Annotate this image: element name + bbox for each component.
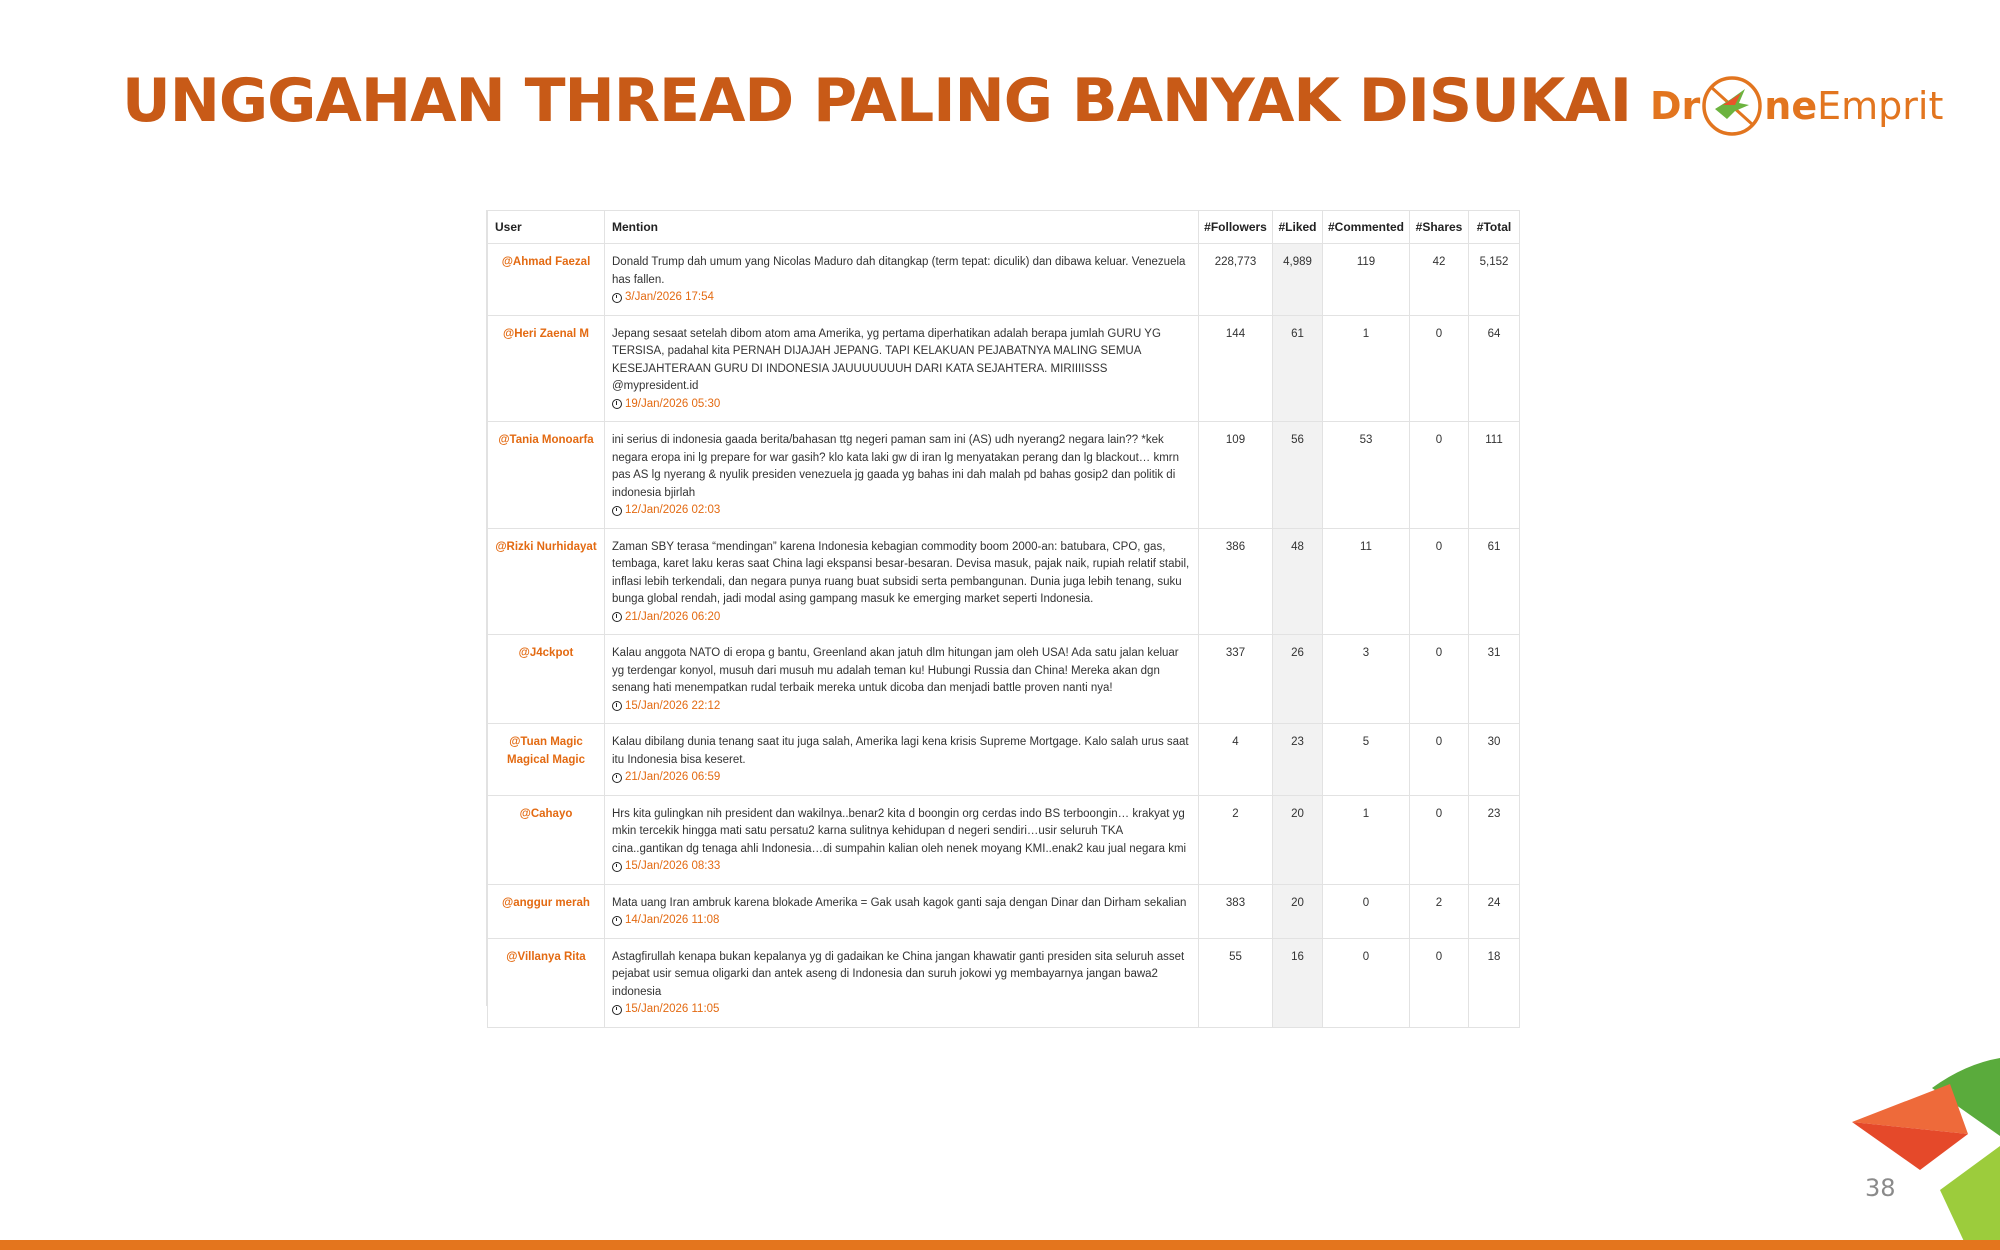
- timestamp-link[interactable]: [612, 609, 1191, 627]
- table-row: [488, 315, 1520, 422]
- followers-cell: 337: [1199, 635, 1273, 724]
- mention-text: Astagfirullah kenapa bukan kepalanya yg di gadaikan ke China jangan khawatir ganti presiden sita seluruh asset pejabat usir semua oligarki dan antek aseng di Indonesia dan suruh jokowi yg membayarnya jangan bawa2 indonesia: [612, 950, 1185, 998]
- logo-text-part1: Dr: [1650, 84, 1701, 128]
- followers-cell: 4: [1199, 724, 1273, 796]
- followers-cell: 383: [1199, 884, 1273, 938]
- timestamp-link[interactable]: [612, 1001, 1191, 1019]
- shares-cell: 0: [1410, 528, 1469, 635]
- mention-cell: [605, 635, 1199, 724]
- header-user[interactable]: User: [488, 211, 605, 244]
- commented-cell: 0: [1323, 938, 1410, 1027]
- shares-cell: 0: [1410, 795, 1469, 884]
- total-cell: 111: [1469, 422, 1520, 529]
- clock-icon: [612, 916, 622, 926]
- user-link[interactable]: @anggur merah: [488, 884, 605, 938]
- mention-cell: [605, 244, 1199, 316]
- total-cell: 30: [1469, 724, 1520, 796]
- total-cell: 18: [1469, 938, 1520, 1027]
- timestamp-link[interactable]: [612, 698, 1191, 716]
- liked-cell: 48: [1273, 528, 1323, 635]
- liked-cell: 23: [1273, 724, 1323, 796]
- liked-cell: 61: [1273, 315, 1323, 422]
- mention-text: Hrs kita gulingkan nih president dan wakilnya..benar2 kita d boongin org cerdas indo BS terboongin… krakyat yg mkin tercekik hingga mati satu persatu2 karna sulitnya kehidupan d negeri sendiri…usir seluruh TKA cina..gantikan dg tenaga ahli Indonesia…di sumpahin kalian oleh nenek moyang KMI..enak2 kau jual negara kmi: [612, 807, 1187, 855]
- logo-text-part3: Emprit: [1817, 84, 1944, 128]
- header-followers[interactable]: #Followers: [1199, 211, 1273, 244]
- timestamp-link[interactable]: [612, 912, 1191, 930]
- timestamp-text: 14/Jan/2026 11:08: [625, 914, 720, 926]
- commented-cell: 11: [1323, 528, 1410, 635]
- mention-cell: [605, 938, 1199, 1027]
- shares-cell: 0: [1410, 724, 1469, 796]
- total-cell: 5,152: [1469, 244, 1520, 316]
- liked-cell: 26: [1273, 635, 1323, 724]
- user-link[interactable]: @Cahayo: [488, 795, 605, 884]
- commented-cell: 53: [1323, 422, 1410, 529]
- timestamp-text: 21/Jan/2026 06:59: [625, 771, 721, 783]
- clock-icon: [612, 293, 622, 303]
- timestamp-link[interactable]: [612, 396, 1191, 414]
- timestamp-link[interactable]: [612, 502, 1191, 520]
- header-total[interactable]: #Total: [1469, 211, 1520, 244]
- user-link[interactable]: @J4ckpot: [488, 635, 605, 724]
- clock-icon: [612, 1005, 622, 1015]
- table-row: [488, 795, 1520, 884]
- timestamp-link[interactable]: [612, 858, 1191, 876]
- liked-cell: 56: [1273, 422, 1323, 529]
- followers-cell: 109: [1199, 422, 1273, 529]
- page-title: UNGGAHAN THREAD PALING BANYAK DISUKAI: [122, 66, 1632, 136]
- mention-text: Mata uang Iran ambruk karena blokade Amerika = Gak usah kagok ganti saja dengan Dinar dan Dirham sekalian: [612, 896, 1187, 909]
- timestamp-text: 19/Jan/2026 05:30: [625, 397, 721, 410]
- followers-cell: 144: [1199, 315, 1273, 422]
- header-shares[interactable]: #Shares: [1410, 211, 1469, 244]
- mention-text: Zaman SBY terasa “mendingan” karena Indonesia kebagian commodity boom 2000-an: batubara, CPO, gas, tembaga, karet laku keras saat China lagi ekspansi besar-besaran. Devisa masuk, pajak naik, rupiah relatif stabil, inflasi lebih terkendali, dan negara punya ruang buat subsidi serta pembangunan. Dunia juga lebih tenang, suku bunga global rendah, jadi modal asing gampang masuk ke emerging market seperti Indonesia.: [612, 540, 1190, 605]
- thread-table-container: [486, 210, 1519, 1015]
- commented-cell: 1: [1323, 315, 1410, 422]
- timestamp-link[interactable]: [612, 769, 1191, 787]
- drone-emprit-logo: [1650, 74, 1943, 138]
- mention-cell: [605, 795, 1199, 884]
- header-commented[interactable]: #Commented: [1323, 211, 1410, 244]
- mention-text: ini serius di indonesia gaada berita/bahasan ttg negeri paman sam ini (AS) udh nyerang2 negara lain?? *kek negara eropa ini lg prepare for war gasih? klo kata laki gw di iran lg menyatakan perang dan lg blackout… kmrn pas AS lg nyerang & nyulik presiden venezuela jg gaada yg bahas ini dah malah pd bahas gosip2 dan politik di indonesia bjirlah: [612, 434, 1180, 499]
- mention-text: Kalau dibilang dunia tenang saat itu juga salah, Amerika lagi kena krisis Supreme Mortgage. Kalo salah urus saat itu Indonesia bisa keseret.: [612, 736, 1189, 766]
- timestamp-text: 15/Jan/2026 08:33: [625, 860, 721, 872]
- clock-icon: [612, 506, 622, 516]
- followers-cell: 228,773: [1199, 244, 1273, 316]
- timestamp-link[interactable]: [612, 289, 1191, 307]
- clock-icon: [612, 701, 622, 711]
- decorative-leaf-shapes: [1840, 1050, 2000, 1250]
- table-row: [488, 724, 1520, 796]
- header-mention[interactable]: Mention: [605, 211, 1199, 244]
- followers-cell: 55: [1199, 938, 1273, 1027]
- timestamp-text: 3/Jan/2026 17:54: [625, 291, 714, 303]
- user-link[interactable]: @Tania Monoarfa: [488, 422, 605, 529]
- table-row: [488, 884, 1520, 938]
- logo-text-part2: ne: [1764, 84, 1818, 128]
- mention-text: Kalau anggota NATO di eropa g bantu, Greenland akan jatuh dlm hitungan jam oleh USA! Ada satu jalan keluar yg terdengar konyol, musuh dari musuh mu adalah teman ku! Hubungi Russia dan China! Mereka akan dgn senang hati menempatkan rudal terbaik mereka untuk dicoba dan menjadi battle proven nanti nya!: [612, 647, 1179, 694]
- liked-cell: 4,989: [1273, 244, 1323, 316]
- commented-cell: 3: [1323, 635, 1410, 724]
- table-header-row: [488, 211, 1520, 244]
- shares-cell: 2: [1410, 884, 1469, 938]
- followers-cell: 386: [1199, 528, 1273, 635]
- header-liked[interactable]: #Liked: [1273, 211, 1323, 244]
- user-link[interactable]: @Rizki Nurhidayat: [488, 528, 605, 635]
- clock-icon: [612, 612, 622, 622]
- liked-cell: 16: [1273, 938, 1323, 1027]
- total-cell: 31: [1469, 635, 1520, 724]
- commented-cell: 0: [1323, 884, 1410, 938]
- mention-cell: [605, 422, 1199, 529]
- table-row: [488, 635, 1520, 724]
- table-row: [488, 244, 1520, 316]
- mention-cell: [605, 884, 1199, 938]
- bottom-accent-bar: [0, 1240, 2000, 1250]
- commented-cell: 5: [1323, 724, 1410, 796]
- mention-cell: [605, 724, 1199, 796]
- user-link[interactable]: @Tuan Magic Magical Magic: [488, 724, 605, 796]
- total-cell: 64: [1469, 315, 1520, 422]
- mention-text: Jepang sesaat setelah dibom atom ama Amerika, yg pertama diperhatikan adalah berapa jumlah GURU YG TERSISA, padahal kita PERNAH DIJAJAH JEPANG. TAPI KELAKUAN PEJABATNYA MALING SEMUA KESEJAHTERAAN GURU DI INDONESIA JAUUUUUUUH DARI KATA SEJAHTERA. MIRIIIISSS @mypresident.id: [612, 327, 1161, 392]
- timestamp-text: 15/Jan/2026 22:12: [625, 699, 721, 712]
- clock-icon: [612, 399, 622, 409]
- shares-cell: 0: [1410, 938, 1469, 1027]
- clock-icon: [612, 773, 622, 783]
- user-link[interactable]: @Villanya Rita: [488, 938, 605, 1027]
- total-cell: 61: [1469, 528, 1520, 635]
- table-body: [488, 244, 1520, 1028]
- liked-cell: 20: [1273, 795, 1323, 884]
- total-cell: 23: [1469, 795, 1520, 884]
- followers-cell: 2: [1199, 795, 1273, 884]
- user-link[interactable]: @Ahmad Faezal: [488, 244, 605, 316]
- clock-icon: [612, 862, 622, 872]
- shares-cell: 42: [1410, 244, 1469, 316]
- commented-cell: 119: [1323, 244, 1410, 316]
- timestamp-text: 15/Jan/2026 11:05: [625, 1003, 720, 1015]
- table-row: [488, 528, 1520, 635]
- mention-text: Donald Trump dah umum yang Nicolas Maduro dah ditangkap (term tepat: diculik) dan dibawa keluar. Venezuela has fallen.: [612, 256, 1186, 286]
- total-cell: 24: [1469, 884, 1520, 938]
- page-number: 38: [1865, 1174, 1896, 1202]
- drone-bird-icon: [1701, 75, 1763, 137]
- timestamp-text: 12/Jan/2026 02:03: [625, 504, 721, 516]
- shares-cell: 0: [1410, 315, 1469, 422]
- commented-cell: 1: [1323, 795, 1410, 884]
- mention-cell: [605, 315, 1199, 422]
- shares-cell: 0: [1410, 635, 1469, 724]
- table-row: [488, 938, 1520, 1027]
- shares-cell: 0: [1410, 422, 1469, 529]
- thread-table: [487, 210, 1520, 1028]
- mention-cell: [605, 528, 1199, 635]
- user-link[interactable]: @Heri Zaenal M: [488, 315, 605, 422]
- liked-cell: 20: [1273, 884, 1323, 938]
- table-row: [488, 422, 1520, 529]
- timestamp-text: 21/Jan/2026 06:20: [625, 610, 721, 623]
